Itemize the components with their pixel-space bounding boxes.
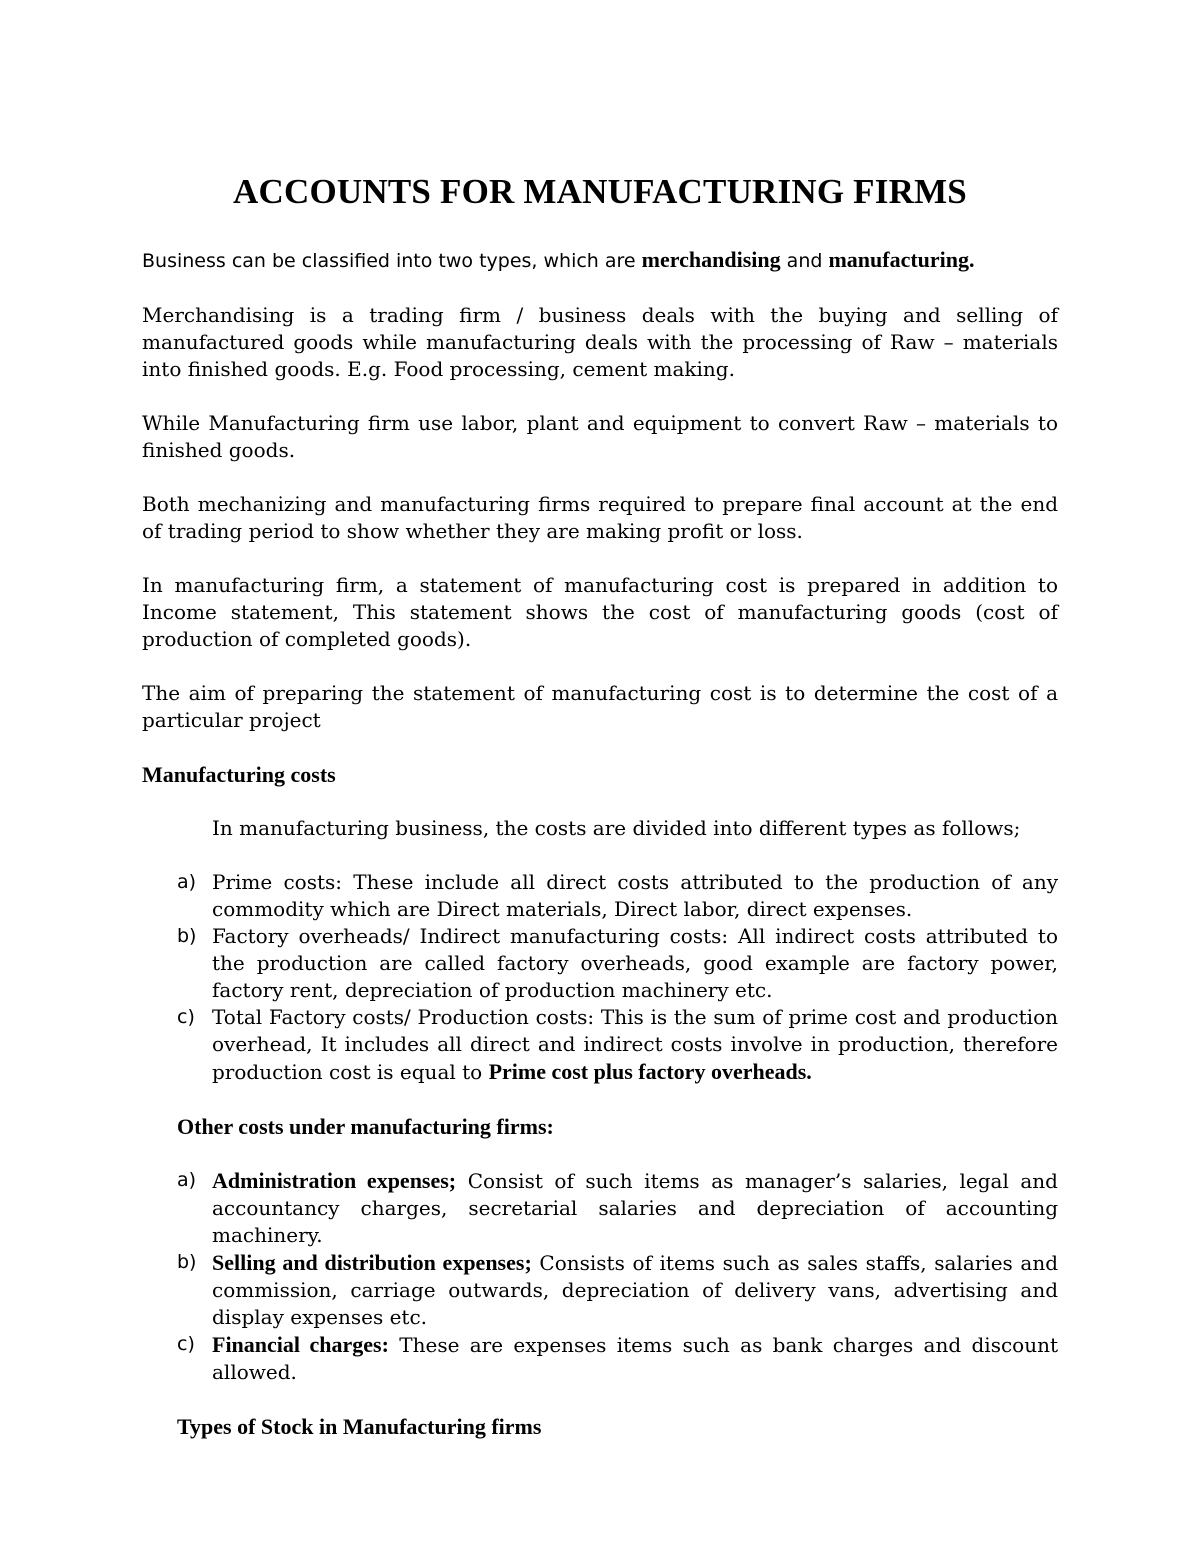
list-item-text: Total Factory costs/ Production costs: This is the sum of prime cost and production overhead, It includes all direct and indirect costs involve in production, therefore production cost is equal to xyxy=(212,1005,1058,1084)
paragraph-aim: The aim of preparing the statement of manufacturing cost is to determine the cost of a particular project xyxy=(142,681,1058,732)
paragraph-manufacturing-firm: While Manufacturing firm use labor, plant and equipment to convert Raw – materials to finished goods. xyxy=(142,411,1058,462)
list-marker: c) xyxy=(177,1333,195,1355)
intro-connector: and xyxy=(786,250,823,272)
other-costs-list xyxy=(142,1167,1058,1386)
list-marker: c) xyxy=(177,1006,195,1028)
list-item xyxy=(142,923,1058,1004)
list-item-bold: Administration expenses; xyxy=(212,1168,457,1193)
list-item xyxy=(142,1167,1058,1249)
section-heading-manufacturing-costs: Manufacturing costs xyxy=(142,762,336,787)
list-marker: a) xyxy=(177,871,197,893)
list-item xyxy=(142,869,1058,923)
manufacturing-costs-list xyxy=(142,869,1058,1086)
intro-term-manufacturing: manufacturing xyxy=(828,247,970,272)
list-marker: b) xyxy=(177,925,197,947)
list-item-bold: Selling and distribution expenses; xyxy=(212,1250,532,1275)
section-heading-stock-types: Types of Stock in Manufacturing firms xyxy=(177,1414,542,1439)
paragraph-final-account: Both mechanizing and manufacturing firms required to prepare final account at the end of trading period to show whether they are making profit or loss. xyxy=(142,492,1058,543)
list-marker: a) xyxy=(177,1169,197,1191)
list-item-text: Consist of such items as manager’s salaries, legal and accountancy charges, secretarial salaries and depreciation of accounting machinery. xyxy=(212,1169,1058,1247)
manufacturing-costs-intro: In manufacturing business, the costs are divided into different types as follows; xyxy=(212,816,1021,840)
intro-paragraph xyxy=(142,246,1058,275)
list-item-text: These are expenses items such as bank charges and discount allowed. xyxy=(212,1333,1058,1384)
list-marker: b) xyxy=(177,1251,197,1273)
list-item-bold: Financial charges: xyxy=(212,1332,389,1357)
list-item-text: Factory overheads/ Indirect manufacturing costs: All indirect costs attributed to the production are called factory overheads, good example are factory power, factory rent, depreciation of production machinery etc. xyxy=(212,924,1058,1002)
document-body xyxy=(142,172,1058,1467)
list-item xyxy=(142,1331,1058,1386)
list-item xyxy=(142,1249,1058,1331)
list-item-text: Prime costs: These include all direct costs attributed to the production of any commodity which are Direct materials, Direct labor, direct expenses. xyxy=(212,870,1058,921)
list-item-text: Consists of items such as sales staffs, salaries and commission, carriage outwards, depreciation of delivery vans, advertising and display expenses etc. xyxy=(212,1251,1059,1329)
intro-lead: Business can be classified into two types, which are xyxy=(142,250,636,272)
intro-end: . xyxy=(969,247,975,272)
page-title: ACCOUNTS FOR MANUFACTURING FIRMS xyxy=(233,172,967,211)
list-item xyxy=(142,1004,1058,1086)
list-item-bold: Prime cost plus factory overheads. xyxy=(488,1059,812,1084)
intro-term-merchandising: merchandising xyxy=(641,247,781,272)
paragraph-merchandising: Merchandising is a trading firm / business deals with the buying and selling of manufactured goods while manufacturing deals with the processing of Raw – materials into finished goods. E.g. Food processing, cement making. xyxy=(142,303,1058,381)
section-heading-other-costs: Other costs under manufacturing firms: xyxy=(177,1114,554,1139)
paragraph-statement: In manufacturing firm, a statement of manufacturing cost is prepared in addition to Income statement, This statement shows the cost of manufacturing goods (cost of production of completed goods). xyxy=(142,573,1058,651)
